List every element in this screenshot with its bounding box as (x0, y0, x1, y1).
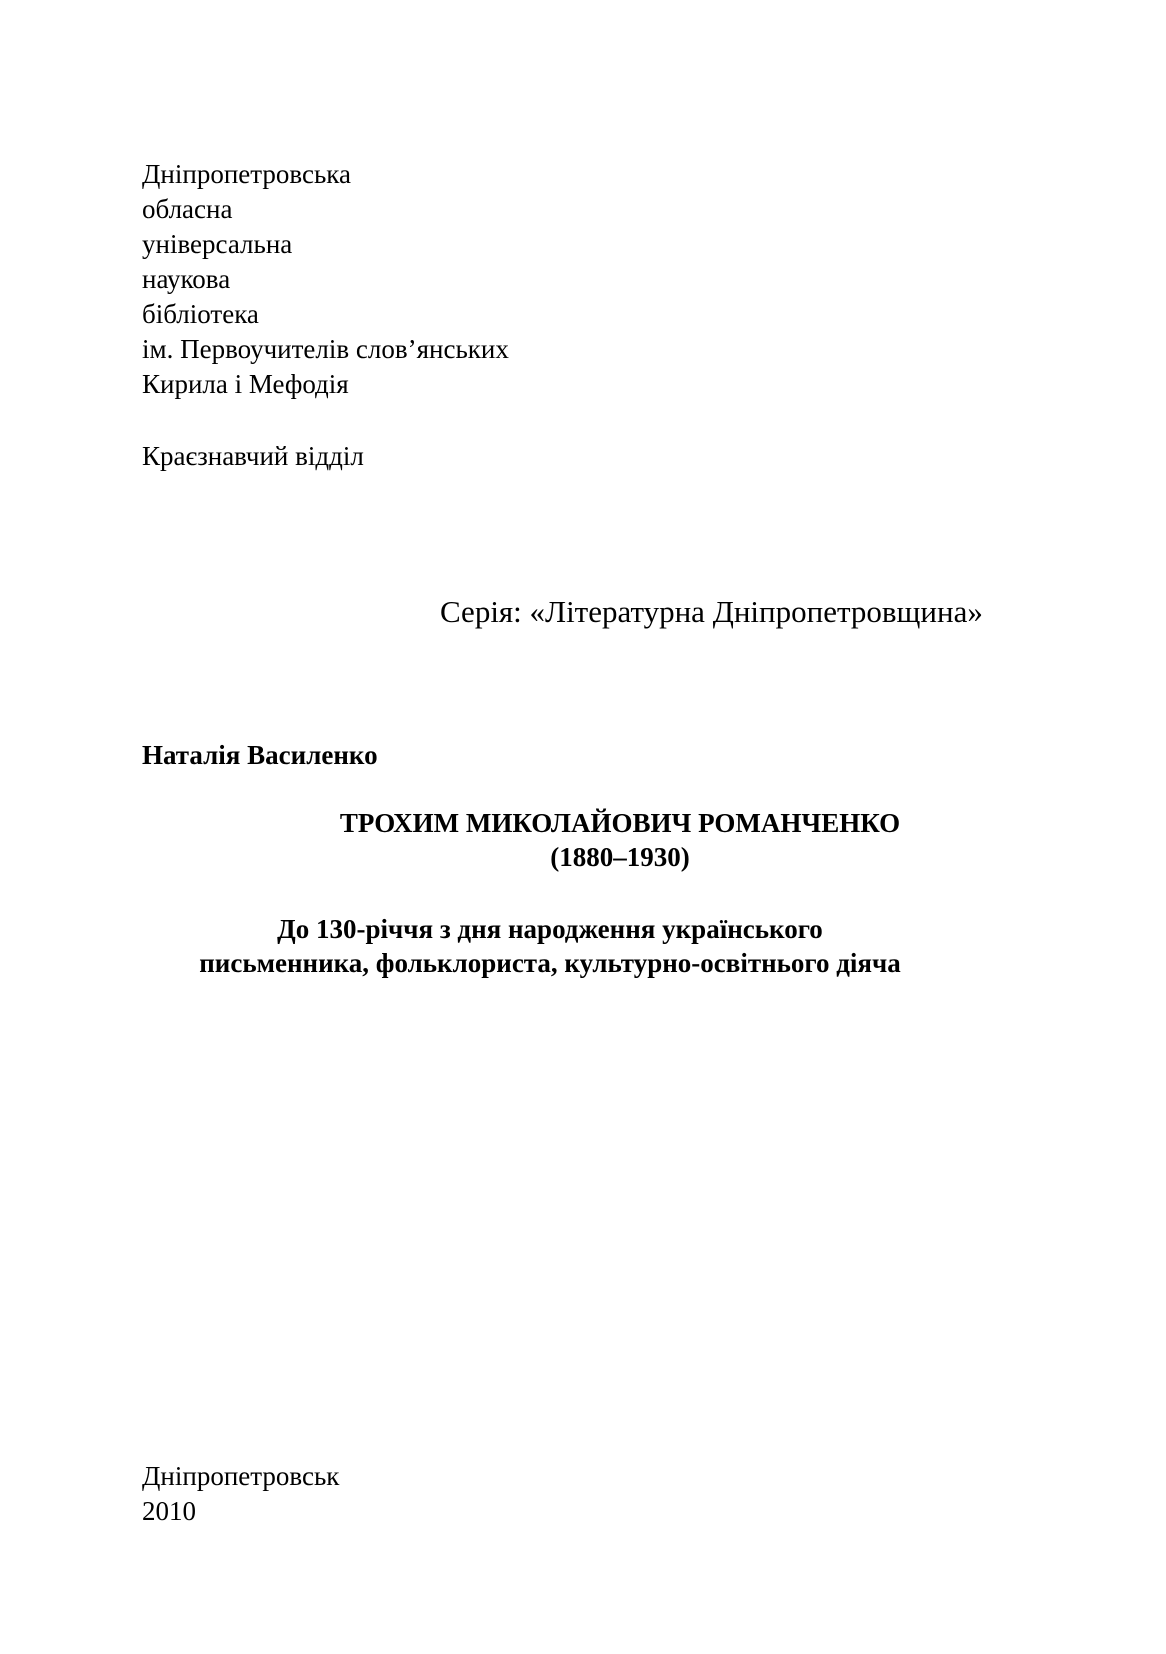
department-name: Краєзнавчий відділ (142, 441, 364, 471)
library-name-line: Кирила і Мефодія (142, 369, 349, 399)
imprint-year: 2010 (142, 1496, 196, 1526)
library-name-line: ім. Первоучителів слов’янських (142, 334, 509, 364)
book-title-years: (1880–1930) (550, 842, 690, 872)
author-name: Наталія Василенко (142, 740, 378, 770)
book-subtitle-line: До 130-річчя з дня народження українського (277, 914, 823, 944)
library-name-line: наукова (142, 264, 231, 294)
library-name-line: Дніпропетровська (142, 159, 351, 189)
library-name-line: бібліотека (142, 299, 259, 329)
series-title: Серія: «Літературна Дніпропетровщина» (440, 594, 983, 629)
imprint (142, 1459, 339, 1529)
book-subtitle (50, 912, 1050, 980)
book-subtitle-line: письменника, фольклориста, культурно-освітнього діяча (199, 948, 901, 978)
library-name-line: універсальна (142, 229, 293, 259)
library-name-line: обласна (142, 194, 233, 224)
imprint-city: Дніпропетровськ (142, 1461, 340, 1491)
book-title-name: ТРОХИМ МИКОЛАЙОВИЧ РОМАНЧЕНКО (339, 808, 901, 838)
library-name (142, 157, 509, 402)
book-title (120, 806, 1120, 874)
